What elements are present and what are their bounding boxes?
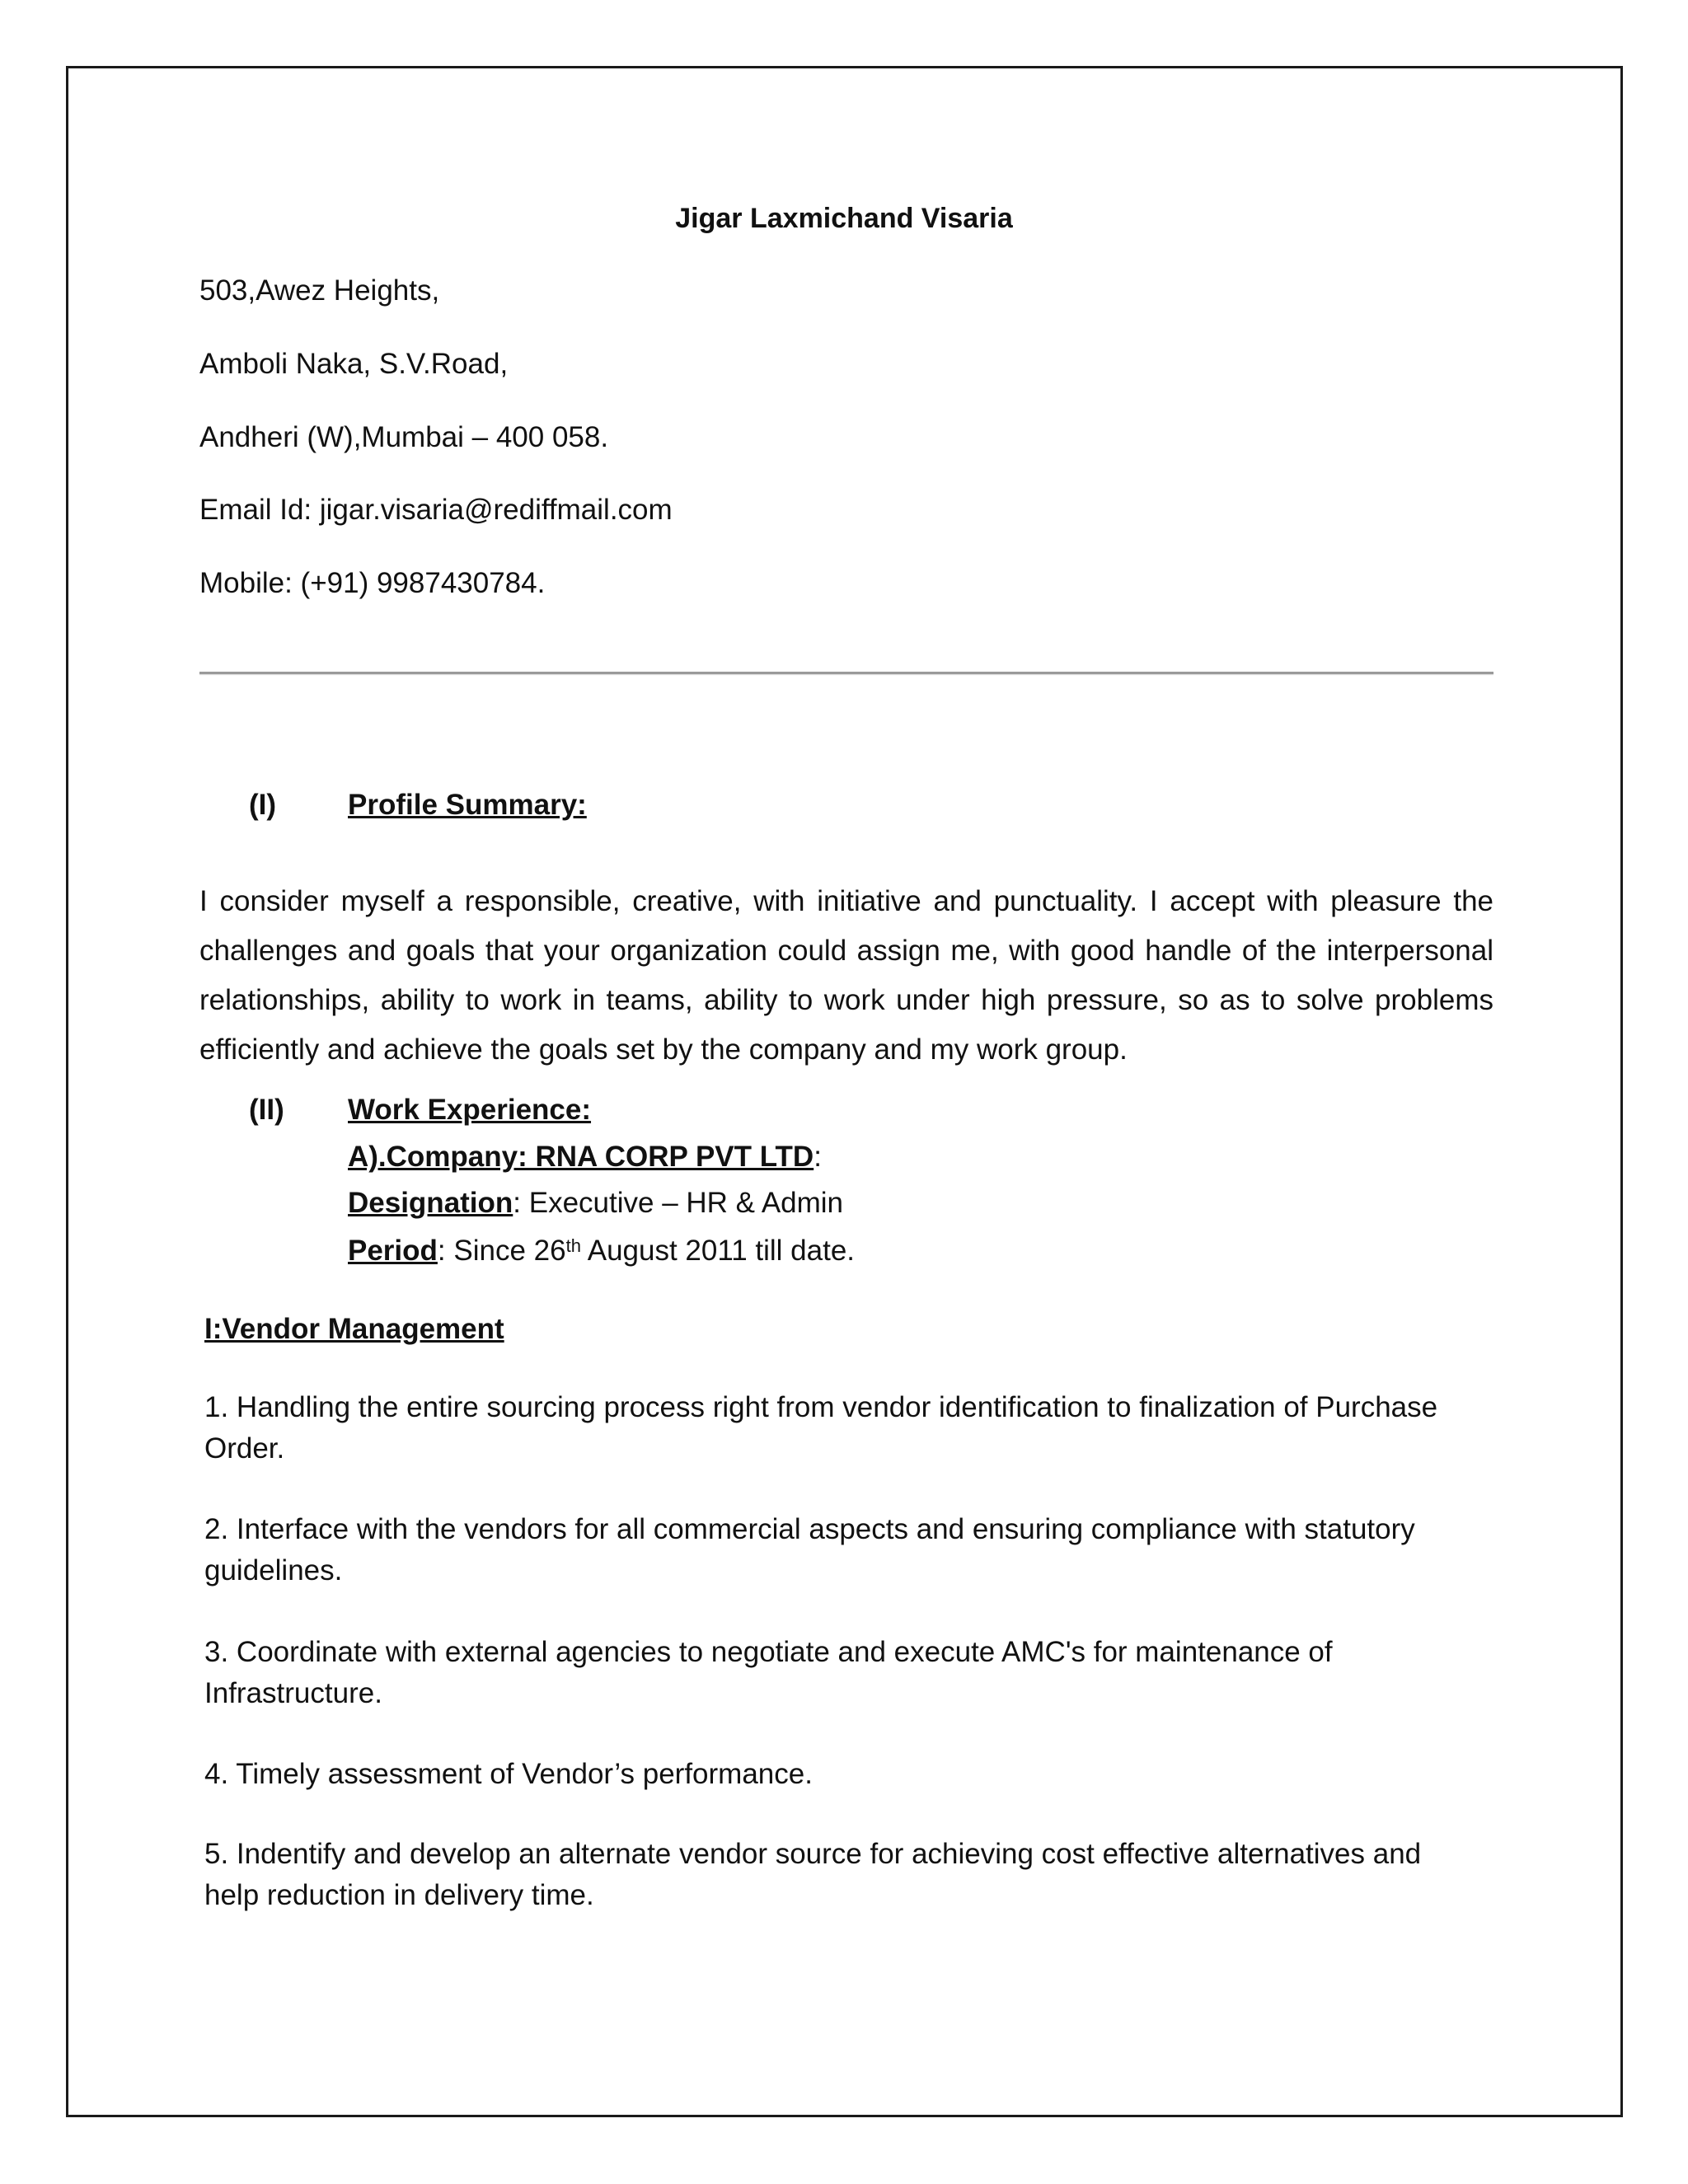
period-superscript: th (565, 1235, 581, 1256)
address-line-2: Amboli Naka, S.V.Road, (199, 348, 509, 380)
address-line-1: 503,Awez Heights, (199, 274, 440, 307)
header-divider (199, 672, 1493, 674)
duty-item-2: 2. Interface with the vendors for all commercial aspects and ensuring compliance with statutory guidelines. (204, 1513, 1415, 1586)
company-line (348, 1139, 822, 1175)
vendor-management-heading: I:Vendor Management (204, 1313, 504, 1345)
period-label: Period (348, 1235, 438, 1267)
period-prefix: : Since 26 (437, 1235, 566, 1267)
duty-item-3: 3. Coordinate with external agencies to negotiate and execute AMC's for maintenance of Infrastructure. (204, 1636, 1333, 1709)
candidate-name: Jigar Laxmichand Visaria (675, 203, 1013, 234)
mobile-line: Mobile: (+91) 9987430784. (199, 567, 546, 599)
address-line-3: Andheri (W),Mumbai – 400 058. (199, 421, 609, 453)
section-title-profile: Profile Summary: (348, 789, 587, 821)
section-number-work: (II) (249, 1094, 284, 1126)
section-title-work: Work Experience: (348, 1094, 592, 1126)
email-line: Email Id: jigar.visaria@rediffmail.com (199, 494, 673, 526)
designation-line (348, 1185, 843, 1221)
section-number-profile: (I) (249, 789, 277, 821)
designation-value: : Executive – HR & Admin (513, 1187, 844, 1219)
profile-summary-text: I consider myself a responsible, creative, with initiative and punctuality. I accept with pleasure the challenges and goals that your organization could assign me, with good handle of the interpersonal relationships, ability to work in teams, ability to work under high pressure, so as to solve problems efficiently and achieve the goals set by the company and my work group. (199, 885, 1493, 1066)
company-suffix: : (814, 1141, 822, 1173)
designation-label: Designation (348, 1187, 513, 1219)
period-suffix: August 2011 till date. (580, 1235, 856, 1267)
company-label: A).Company: RNA CORP PVT LTD (348, 1141, 814, 1173)
duty-item-5: 5. Indentify and develop an alternate vendor source for achieving cost effective alternatives and help reduction in delivery time. (204, 1838, 1422, 1911)
duty-item-1: 1. Handling the entire sourcing process right from vendor identification to finalization of Purchase Order. (204, 1391, 1438, 1465)
period-line (348, 1233, 855, 1269)
duty-item-4: 4. Timely assessment of Vendor’s performance. (204, 1758, 813, 1790)
